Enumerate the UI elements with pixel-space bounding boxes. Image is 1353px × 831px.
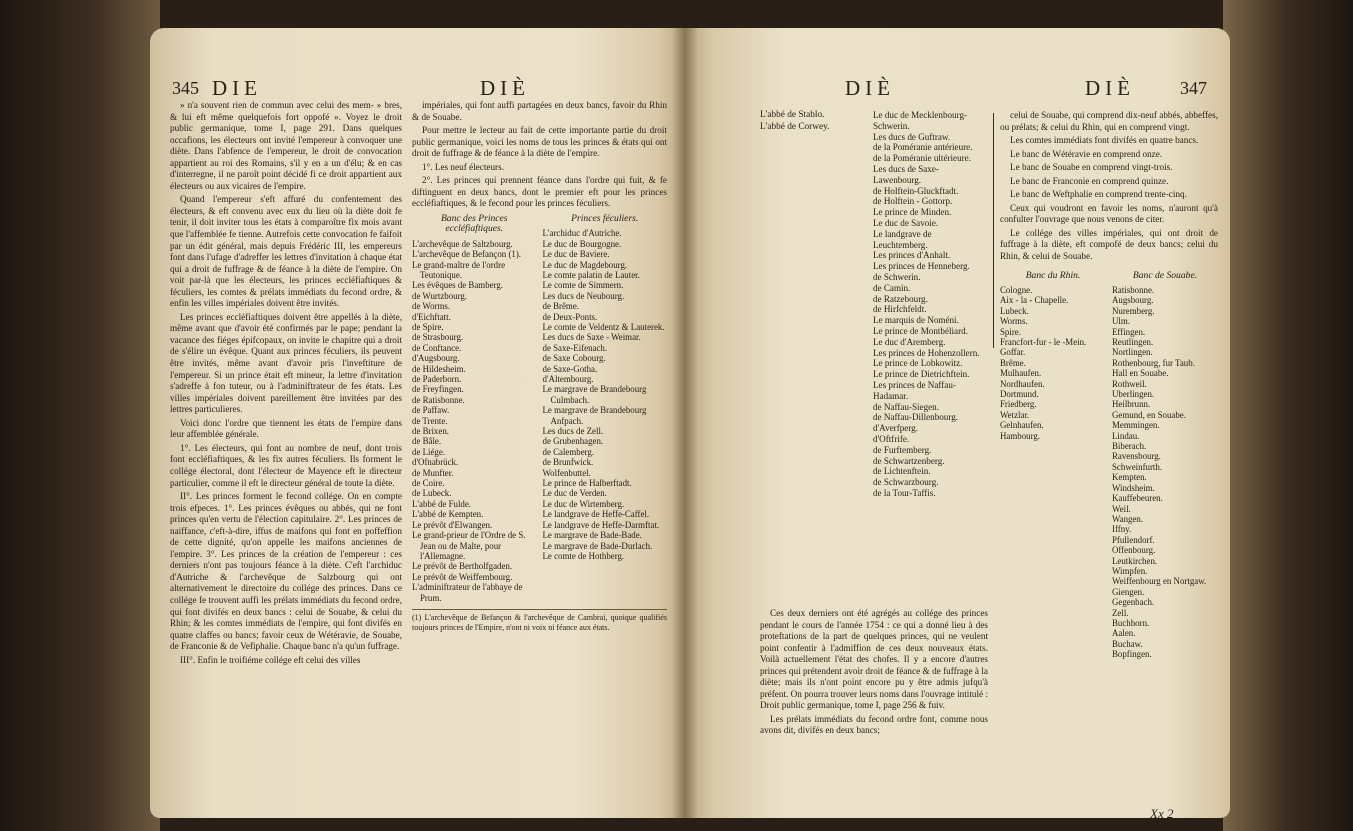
list-item: Le margrave de Bade-Bade. xyxy=(542,530,642,541)
list-item: Kauffebeuren. xyxy=(1112,493,1163,504)
list-item: de Munfter. xyxy=(412,467,454,478)
list-item: Ulm. xyxy=(1112,316,1130,327)
list-item: L'abbé de Stablo. xyxy=(760,110,825,120)
paragraph: Pour mettre le lecteur au fait de cette importante partie du droit public germanique, voici les noms de tous les princes & états qui ont droit de fuffrage & de féance à la diète de l'empire. xyxy=(412,125,667,159)
list-item: Weiffenbourg en Nortgaw. xyxy=(1112,576,1207,587)
column-rule xyxy=(993,113,994,348)
list-item: d'Altembourg. xyxy=(542,374,594,385)
paragraph: II°. Les princes forment le fecond collége. On en compte trois efpeces. 1°. Les princes évêques ou abbés, qui ne font princes qu'en vertu de l'élection capitulaire. 2°. Les princes de naiffance, c'eft-à-dire, iffus de maifons qui font en poffeffion de cette dignité, qu'on appelle les maifons anciennes de l'empire. 3°. Les princes de la création de l'empereur : ces derniers n'ont pas toujours féance à la diète. C'eft l'archiduc d'Autriche & l'archevêque de Salzbourg qui ont alternativement le directoire du collége des princes. Dans ce collége fe trouvent auffi les prélats immédiats du fecond ordre, qui font divifés en deux bancs : celui de Souabe, & celui du Rhin; & les comtes immédiats de l'empire, qui font divifés en quatre claffes ou bancs; favoir ceux de Wétéravie, de Souabe, de Franconie & de Vefiphalie. Chaque banc n'a qu'un fuffrage. xyxy=(170,491,402,652)
list-item: Ravensbourg. xyxy=(1112,451,1161,462)
list-item: de Strasbourg. xyxy=(412,332,464,343)
list-item: Leutkirchen. xyxy=(1112,555,1158,566)
list-item: Reutlingen. xyxy=(1112,337,1154,347)
list-item: de Calemberg. xyxy=(542,446,595,457)
list-item: Effingen. xyxy=(1112,326,1146,337)
list-item: de Spire. xyxy=(412,321,444,332)
list-item: Nuremberg. xyxy=(1112,305,1155,316)
list-item: Gegenbach. xyxy=(1112,597,1155,608)
list-item: Les ducs de Saxe - Weimar. xyxy=(542,332,641,343)
list-item: de Schwartzenberg. xyxy=(873,455,945,466)
list-item: Gemund, en Souabe. xyxy=(1112,409,1186,420)
list-item: Le prévôt d'Elwangen. xyxy=(412,519,493,530)
list-item: de Wurtzbourg. xyxy=(412,290,468,301)
list-item: Nordhaufen. xyxy=(1000,378,1045,389)
list-item: d'Ofnabrück. xyxy=(412,457,459,468)
paragraph: Le banc de Franconie en comprend quinze. xyxy=(1010,175,1169,186)
right-page xyxy=(685,28,1230,818)
list-item: de Deux-Ponts. xyxy=(542,311,598,322)
list-item: Le comte de Hothberg. xyxy=(542,550,625,561)
list-item: Le duc de Bourgogne. xyxy=(542,238,622,249)
paragraph: Les princes eccléfiaftiques doivent être appellés à la diète, même avant que d'avoir été confirmés par le pape; pendant la vacance des fiéges épifcopaux, on invite le chapitre qui a droit de s'élire un évêque. Quant aux princes féculiers, ils peuvent être invités, même avant d'avoir pris l'inveftiture de l'empereur. Si un prince était eft mineur, la lettre d'invitation s'adreffe à fon tuteur, ou à l'adminiftrateur de fes états. Les villes impériales doivent pareillement être invitées par des lettres particulieres. xyxy=(170,311,402,415)
list-item: Memmingen. xyxy=(1112,420,1160,431)
list-item: de Worms. xyxy=(412,301,451,312)
paragraph: Le banc de Souabe en comprend vingt-trois. xyxy=(1010,162,1173,173)
list-item: de la Poméranie antérieure. xyxy=(873,142,973,153)
list-item: Rothenbourg, fur Taub. xyxy=(1112,357,1195,368)
princes-table xyxy=(412,212,667,603)
list-item: Gelnhaufen. xyxy=(1000,420,1044,431)
list-item: Buchhorn. xyxy=(1112,617,1150,628)
list-item: Les ducs de Guftraw. xyxy=(873,131,951,142)
list-item: d'Averfperg. xyxy=(873,423,918,434)
list-item: de Saxe-Gotha. xyxy=(542,363,598,374)
running-head: DIÈ xyxy=(845,76,895,100)
text-column-right xyxy=(1000,110,1218,660)
list-item: de Coire. xyxy=(412,478,445,489)
list-item: Offenbourg. xyxy=(1112,545,1156,556)
list-item: Dortmund. xyxy=(1000,389,1039,400)
list-item: Le margrave de Brandebourg Culmbach. xyxy=(542,384,647,405)
list-item: Le prince de Dietrichftein. xyxy=(873,369,970,380)
list-item: Heilbrunn. xyxy=(1112,399,1151,410)
list-item: de Schwarzbourg. xyxy=(873,477,939,488)
list-item: Bopfingen. xyxy=(1112,649,1152,660)
list-item: Spire. xyxy=(1000,326,1021,337)
list-item: Les princes d'Anhalt. xyxy=(873,250,951,261)
list-item: Schweinfurth. xyxy=(1112,461,1163,472)
list-item: Le margrave de Bade-Durlach. xyxy=(542,540,653,551)
list-item: Le landgrave de Heffe-Darmftat. xyxy=(542,519,660,530)
list-item: Iffny. xyxy=(1112,524,1132,535)
list-item: de Liége. xyxy=(412,446,446,457)
list-item: Le landgrave de Heffe-Caffel. xyxy=(542,509,650,520)
list-item: Wangen. xyxy=(1112,513,1144,524)
cities-table xyxy=(1000,269,1218,660)
paragraph: Voici donc l'ordre que tiennent les états de l'empire dans leur affemblée générale. xyxy=(170,417,402,440)
paragraph: » n'a souvent rien de commun avec celui des mem- » bres, & lui eft même quelquefois fort oppofé ». Voyez le droit public germanique, tome I, page 291. Dans quelques occafions, les électeurs ont invité l'empereur à convoquer une diète. Dans l'abfence de l'empereur, le droit de convocation appartient au roi des Romains, s'il y en a un d'élu; & en cas d'interregne, il ne paroît point décidé fi ce droit appartient aux électeurs ou aux vicaires de l'empire. xyxy=(170,100,402,191)
secular-heading: Princes féculiers. xyxy=(571,212,639,224)
list-item: Rothweil. xyxy=(1112,378,1147,389)
paragraph: impériales, qui font auffi partagées en deux bancs, favoir du Rhin & de Souabe. xyxy=(412,100,667,122)
list-item: de Brixen. xyxy=(412,426,449,437)
list-item: d'Eichftatt. xyxy=(412,311,451,322)
paragraph: Le collége des villes impériales, qui ont droit de fuffrage à la diète, eft compofé de deux bancs; celui du Rhin, & celui de Souabe. xyxy=(1000,227,1218,262)
list-item: Cologne. xyxy=(1000,284,1033,295)
list-item: Brême. xyxy=(1000,357,1026,368)
list-item: Buchaw. xyxy=(1112,638,1143,649)
list-item: de Brunfwick. xyxy=(542,457,594,468)
list-item: Aix - la - Chapelle. xyxy=(1000,295,1069,306)
list-item: de Saxe Cobourg. xyxy=(542,353,606,364)
list-item: Hambourg. xyxy=(1000,430,1041,441)
list-item: Les princes de Hohenzollern. xyxy=(873,347,980,358)
list-item: L'abbé de Corwey. xyxy=(760,121,830,132)
list-item: de Naffau-Siegen. xyxy=(873,401,939,412)
running-head: DIÈ xyxy=(1085,76,1135,100)
list-item: L'archevêque de Saltzbourg. xyxy=(412,238,513,249)
list-item: Zell. xyxy=(1112,607,1129,618)
paragraph: 1°. Les électeurs, qui font au nombre de neuf, dont trois font eccléfiaftiques, & les fix autres féculiers. Ils forment le collége électoral, dont l'électeur de Mayence eft le directeur particulier, comme il eft le directeur général de toute la diète. xyxy=(170,442,402,488)
list-item: Hall en Souabe. xyxy=(1112,368,1169,379)
list-item: Nortlingen. xyxy=(1112,347,1153,358)
list-item: Le duc de Verden. xyxy=(542,488,607,499)
paragraph: Les comtes immédiats font divifés en quatre bancs. xyxy=(1010,135,1199,146)
list-item: de Lichtenftein. xyxy=(873,466,931,477)
list-item: L'adminiftrateur de l'abbaye de Prum. xyxy=(412,582,523,603)
list-item: de Furftemberg. xyxy=(873,444,932,455)
list-item: Le prévôt de Bertholfgaden. xyxy=(412,561,513,572)
book-cover-right xyxy=(1223,0,1353,831)
list-item: de Holftein-Gluckftadt. xyxy=(873,185,959,196)
list-item: Les ducs de Saxe-Lawenbourg. xyxy=(873,163,939,185)
list-item: Lindau. xyxy=(1112,430,1140,441)
book-cover-left xyxy=(0,0,160,831)
paragraph: Ces deux derniers ont été agrégés au collége des princes pendant le cours de l'année 1754 : ce qui a donné lieu à des proteftations de la part de quelques princes, qui ne veulent point confentir à l'admiffion de ces deux nouveaux états. Voilà actuellement l'état des chofes. Il y a encore d'autres princes qui prétendent avoir droit de féance & de fuffrage à la diète; mais ils n'ont point encore pu y être admis jufqu'à préfent. On pourra trouver leurs noms dans l'ouvrage intitulé : Droit public germanique, tome I, page 256 & fuiv. xyxy=(760,608,988,711)
list-item: Le prince de Lobkowitz. xyxy=(873,358,963,369)
list-item: Weil. xyxy=(1112,503,1131,514)
list-item: de Saxe-Eifenach. xyxy=(542,342,608,353)
list-item: Kempten. xyxy=(1112,472,1147,483)
souabe-heading: Banc de Souabe. xyxy=(1132,269,1198,281)
list-item: Les évêques de Bamberg. xyxy=(412,280,504,291)
list-item: de Naffau-Dillenbourg. xyxy=(873,412,959,423)
paragraph: Le banc de Weftphalie en comprend trente-cinq. xyxy=(1010,189,1187,200)
paragraph: Quand l'empereur s'eft affuré du confentement des électeurs, & eft convenu avec eux du lieu où la diète doit fe tenir, il doit inviter tous les états à comparoître fix mois avant que l'affemblée fe tienne. Autrefois cette convocation fe faifoit par un édit général, mais depuis Frédéric III, les empereurs font dans l'ufage d'adreffer les lettres d'invitation à chaque état qui a droit de fuffrage & de féance à la diète de l'empire. On voit par-là que les électeurs, les princes eccléfiaftiques & féculiers, les comtes & prélats immédiats du fecond ordre, & enfin les villes impériales doivent être invités. xyxy=(170,194,402,309)
left-page xyxy=(150,28,685,818)
list-item: de la Tour-Taffis. xyxy=(873,487,936,498)
paragraph: celui de Souabe, qui comprend dix-neuf abbés, abbeffes, ou prélats; & celui du Rhin, qui en comprend vingt. xyxy=(1000,110,1219,132)
list-item: Francfort-fur - le -Mein. xyxy=(1000,337,1087,347)
list-item: de Paffaw. xyxy=(412,405,450,416)
list-item: Le landgrave de Leuchtemberg. xyxy=(873,228,932,250)
list-item: Le prévôt de Weiffembourg. xyxy=(412,571,513,582)
paragraph: 1°. Les neuf électeurs. xyxy=(422,161,504,172)
signature-mark: Xx 2 xyxy=(1150,806,1174,818)
page-number: 345 xyxy=(172,78,199,98)
list-item: Uberlingen. xyxy=(1112,389,1155,400)
running-head: DIE xyxy=(212,76,262,100)
list-item: Le margrave de Brandebourg Anfpach. xyxy=(542,405,647,426)
list-item: Wolfenbuttel. xyxy=(542,467,591,478)
list-item: Goffar. xyxy=(1000,347,1026,358)
list-item: Le prince de Minden. xyxy=(873,207,952,218)
list-item: de Grubenhagen. xyxy=(542,436,604,447)
list-item: L'abbé de Kempten. xyxy=(412,509,484,520)
paragraph: III°. Enfin le troifiéme collége eft celui des villes xyxy=(180,654,361,665)
list-item: de Holftein - Gottorp. xyxy=(873,196,953,207)
list-item: Le grand-maître de l'ordre Teutonique. xyxy=(412,259,506,280)
list-item: L'archiduc d'Autriche. xyxy=(542,228,622,239)
paragraph: Le banc de Wétéravie en comprend onze. xyxy=(1010,148,1163,159)
list-item: Les princes de Henneberg. xyxy=(873,261,970,272)
text-column-1 xyxy=(170,100,402,668)
list-item: de Brême. xyxy=(542,301,579,312)
paragraph: Ceux qui voudront en favoir les noms, n'auront qu'à confulter l'ouvrage que nous venons de citer. xyxy=(1000,202,1218,225)
list-item: Biberach. xyxy=(1112,441,1147,452)
paragraph: 2°. Les princes qui prennent féance dans l'ordre qui fuit, & fe diftinguent en deux bancs, dont le premier eft pour les princes eccléfiaftiques, & le fecond pour les princes féculiers. xyxy=(412,175,667,209)
list-item: Pfullendorf. xyxy=(1112,534,1155,545)
running-head: DIÈ xyxy=(480,76,530,100)
list-item: Le comte palatin de Lauter. xyxy=(542,269,640,280)
list-item: d'Augsbourg. xyxy=(412,353,460,364)
list-item: Le comte de Veldentz & Lauterek. xyxy=(542,321,665,332)
list-item: d'Oftfrife. xyxy=(873,433,910,444)
text-bottom-left xyxy=(760,608,988,739)
list-item: Wetzlar. xyxy=(1000,409,1030,420)
list-item: Ratisbonne. xyxy=(1112,284,1155,295)
list-item: Le grand-prieur de l'Ordre de S. Jean ou de Malte, pour l'Allemagne. xyxy=(412,530,526,561)
list-item: L'abbé de Fulde. xyxy=(412,498,472,509)
list-item: de Freyfingen. xyxy=(412,384,464,395)
list-item: de Bâle. xyxy=(412,436,442,447)
list-item: de Paderborn. xyxy=(412,374,462,385)
list-item: Le duc de Mecklenbourg-Schwerin. xyxy=(873,110,968,131)
page-number: 347 xyxy=(1180,78,1207,98)
list-item: de Ratisbonne. xyxy=(412,394,465,405)
list-item: Les ducs de Zell. xyxy=(542,426,604,437)
footnote: (1) L'archevêque de Befançon & l'archevêque de Cambrai, quoique qualifiés toujours princes de l'Empire, n'ont ni voix ni féance aux états. xyxy=(412,609,667,633)
list-item: Le comte de Simmern. xyxy=(542,280,624,291)
eccl-heading: Banc des Princes eccléfiaftiques. xyxy=(440,212,508,235)
list-item: Giengen. xyxy=(1112,586,1145,597)
princes-list xyxy=(873,110,985,499)
list-item: Augsbourg. xyxy=(1112,295,1154,306)
list-item: de Lubeck. xyxy=(412,488,452,499)
book-gutter xyxy=(672,28,698,818)
list-item: Mulhaufen. xyxy=(1000,368,1042,379)
list-item: de Hirfchfeldt. xyxy=(873,304,927,315)
list-item: de Schwerin. xyxy=(873,271,921,282)
list-item: de Trente. xyxy=(412,415,448,426)
list-item: Le prince de Montbéliard. xyxy=(873,325,968,336)
list-item: Aalen. xyxy=(1112,628,1136,639)
list-item: Le duc d'Aremberg. xyxy=(873,336,946,347)
list-item: Friedberg. xyxy=(1000,399,1037,410)
list-item: L'archevêque de Befançon (1). xyxy=(412,249,522,260)
list-item: Windsheim. xyxy=(1112,482,1155,493)
list-item: Les ducs de Neubourg. xyxy=(542,290,625,301)
list-item: de Camin. xyxy=(873,282,911,293)
rhin-heading: Banc du Rhin. xyxy=(1025,269,1081,281)
list-item: de Hildesheim. xyxy=(412,363,466,374)
list-item: Le duc de Baviere. xyxy=(542,249,610,260)
list-item: de Conftance. xyxy=(412,342,462,353)
abbes-list xyxy=(760,110,870,133)
list-item: Le duc de Magdebourg. xyxy=(542,259,628,270)
list-item: Le marquis de Noméni. xyxy=(873,315,959,326)
list-item: Le prince de Halberftadt. xyxy=(542,478,632,489)
list-item: de la Poméranie ultérieure. xyxy=(873,153,971,164)
list-item: Les princes de Naffau-Hadamar. xyxy=(873,379,956,401)
list-item: Le duc de Wirtemberg. xyxy=(542,498,625,509)
text-column-2 xyxy=(412,100,667,633)
list-item: Wimpfen. xyxy=(1112,565,1148,576)
list-item: Le duc de Savoie. xyxy=(873,217,939,228)
list-item: de Ratzebourg. xyxy=(873,293,928,304)
paragraph: Les prélats immédiats du fecond ordre font, comme nous avons dit, divifés en deux bancs; xyxy=(760,713,988,736)
list-item: Worms. xyxy=(1000,316,1028,327)
list-item: Lubeck. xyxy=(1000,305,1029,316)
